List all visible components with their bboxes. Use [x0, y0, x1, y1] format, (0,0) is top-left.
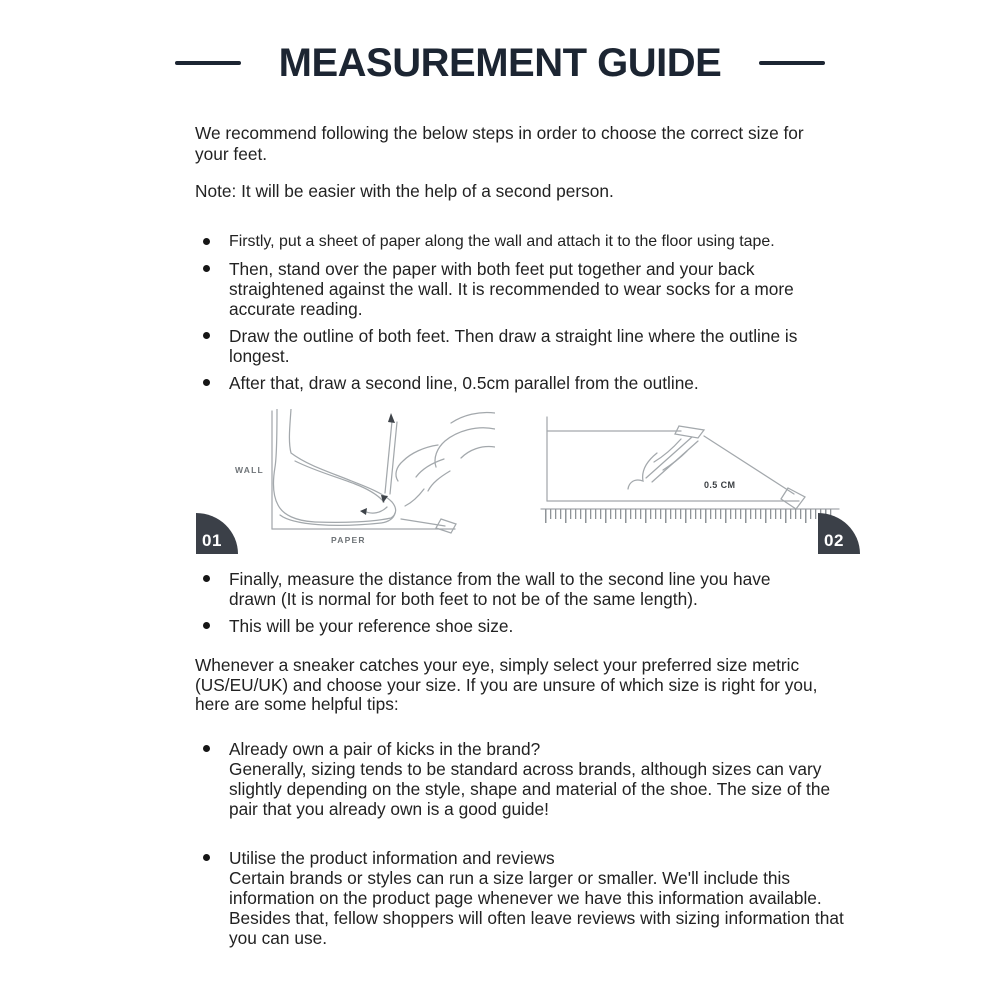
- ruler-illustration: [505, 409, 865, 557]
- tape-icon: [436, 519, 456, 533]
- tape-icon: [675, 426, 704, 438]
- page-title: MEASUREMENT GUIDE: [278, 41, 722, 85]
- bullet-icon: [203, 379, 210, 386]
- bullet-icon: [203, 622, 210, 629]
- step-item: [203, 232, 1000, 252]
- step-text: Firstly, put a sheet of paper along the wall and attach it to the floor using tape.: [229, 233, 775, 250]
- tip-text: [229, 848, 844, 948]
- badge-number: 02: [824, 531, 844, 550]
- page-header: [0, 40, 1000, 86]
- thumb-line: [405, 489, 424, 506]
- tip-text: [229, 739, 844, 819]
- sizing-paragraph: Whenever a sneaker catches your eye, simply select your preferred size metric (US/EU/UK) and choose your size. If you are unsure of which size is right for you, here are some helpful tips:: [195, 655, 818, 715]
- tip-heading: Already own a pair of kicks in the brand?: [229, 739, 541, 760]
- step-item: [203, 259, 1000, 319]
- trace-arrow-curve: [364, 507, 387, 513]
- bullet-icon: [203, 332, 210, 339]
- step-text: Draw the outline of both feet. Then draw a straight line where the outline is longest.: [229, 326, 798, 366]
- result-steps-list: [195, 569, 1000, 636]
- intro-paragraph: We recommend following the below steps in order to choose the correct size for your feet.: [195, 123, 804, 164]
- bullet-icon: [203, 575, 210, 582]
- foot-outline: [273, 409, 395, 522]
- title-rule-right: [759, 61, 825, 65]
- pencil-line: [646, 437, 692, 478]
- figures-row: [195, 409, 885, 557]
- tip-item: [203, 848, 1000, 948]
- title-rule-left: [175, 61, 241, 65]
- drawn-outline-curve: [628, 453, 657, 489]
- pencil-top-arrow-icon: [388, 413, 395, 423]
- hand-outline: [451, 412, 495, 423]
- step-item: [203, 326, 1000, 366]
- bullet-icon: [203, 745, 210, 752]
- figure-foot-tracing: [195, 409, 495, 557]
- step-item: [203, 373, 1000, 393]
- tip-item: [203, 739, 1000, 819]
- result-text: This will be your reference shoe size.: [229, 616, 514, 636]
- finger-line: [428, 471, 450, 491]
- tip-body: Certain brands or styles can run a size larger or smaller. We'll include this information on the product page whenever we have this information available. Besides that, fellow shoppers will often leave reviews with sizing information that you can use.: [229, 868, 844, 949]
- foot-tracing-illustration: [195, 409, 495, 557]
- paper-label: PAPER: [331, 535, 366, 545]
- finger-line: [416, 459, 444, 477]
- bullet-icon: [203, 238, 210, 245]
- wall-label: WALL: [235, 465, 264, 475]
- measurement-steps-list: [195, 232, 1000, 393]
- figure-ruler-measure: [505, 409, 865, 557]
- result-item: [203, 569, 1000, 609]
- distance-label: 0.5 CM: [704, 480, 736, 490]
- finger-line: [663, 451, 687, 470]
- step-text: Then, stand over the paper with both feet put together and your back straightened against the wall. It is recommended to wear socks for a more accurate reading.: [229, 259, 794, 319]
- trace-arrowhead-icon: [360, 508, 367, 515]
- result-item: [203, 616, 1000, 636]
- hand-outline: [461, 447, 495, 458]
- tape-icon: [781, 488, 805, 509]
- badge-number: 01: [202, 531, 222, 550]
- bullet-icon: [203, 854, 210, 861]
- tip-heading: Utilise the product information and reviews: [229, 848, 555, 869]
- instep-line: [295, 461, 384, 502]
- guide-content: [0, 123, 1000, 948]
- bullet-icon: [203, 265, 210, 272]
- tip-body: Generally, sizing tends to be standard across brands, although sizes can vary slightly depending on the style, shape and material of the shoe. The size of the pair that you already own is a good guide!: [229, 759, 831, 820]
- intro-note: Note: It will be easier with the help of a second person.: [195, 181, 614, 201]
- result-text: Finally, measure the distance from the wall to the second line you have drawn (It is normal for both feet to not be of the same length).: [229, 569, 771, 609]
- step-text: After that, draw a second line, 0.5cm parallel from the outline.: [229, 373, 699, 393]
- tips-list: [195, 739, 1000, 948]
- hand-outline: [435, 428, 495, 467]
